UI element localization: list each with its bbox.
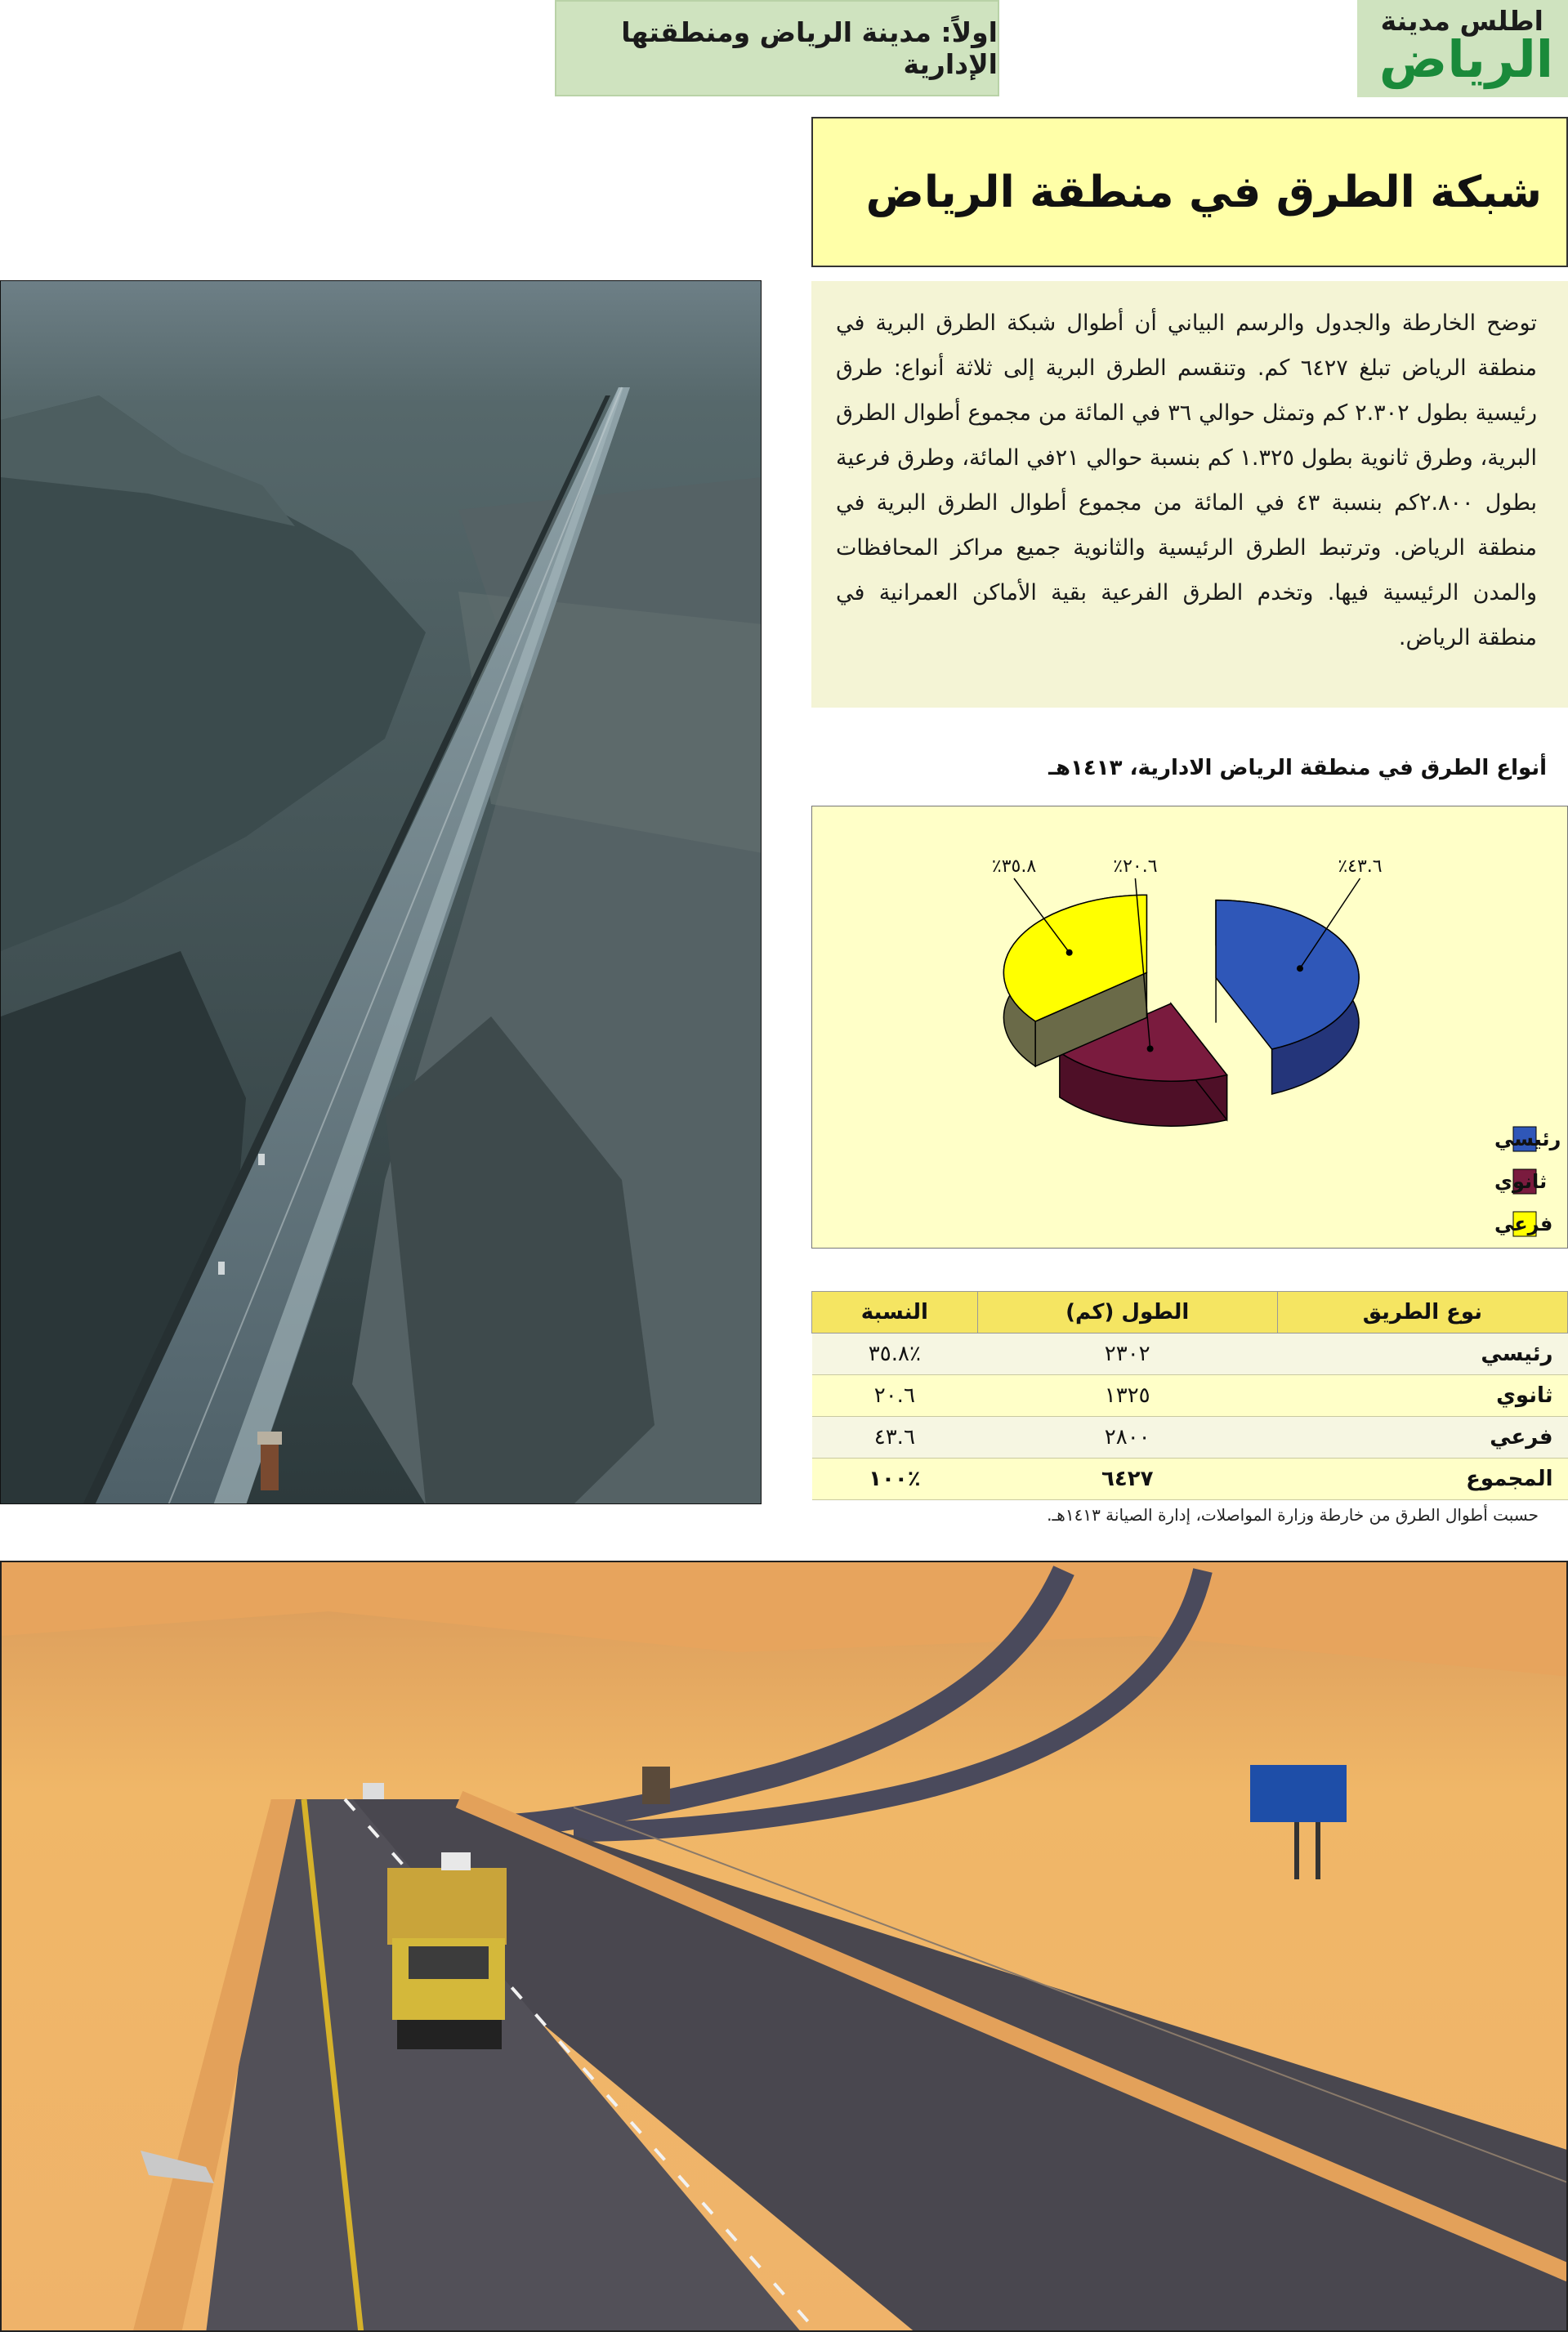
table-cell-percent: ٪١٠٠ — [812, 1459, 978, 1500]
section-header: اولاً: مدينة الرياض ومنطقتها الإدارية — [555, 0, 999, 96]
pie-label-branch: ٪٣٥.٨ — [991, 856, 1037, 877]
pie-chart — [811, 806, 1568, 1249]
legend-label-secondary: ثانوي — [1494, 1170, 1548, 1193]
table-header-percent: النسبة — [812, 1292, 978, 1334]
chart-title: أنواع الطرق في منطقة الرياض الادارية، ١٤١٣هـ — [1048, 756, 1547, 780]
aerial-highway-photo — [0, 280, 762, 1504]
page-title: شبكة الطرق في منطقة الرياض — [811, 117, 1568, 267]
table-cell-type: رئيسي — [1277, 1334, 1567, 1375]
table-cell-length: ٢٣٠٢ — [977, 1334, 1277, 1375]
table-cell-type: المجموع — [1277, 1459, 1567, 1500]
highway-photo-drawing — [2, 1562, 1568, 2332]
legend-label-branch: فرعي — [1494, 1213, 1553, 1235]
table-row — [812, 1334, 1568, 1375]
pie-label-dot — [1066, 949, 1073, 956]
pie-label-main: ٪٤٣.٦ — [1338, 856, 1383, 877]
pie-label-secondary: ٪٢٠.٦ — [1113, 856, 1158, 877]
pie-chart-svg — [812, 806, 1568, 1249]
table-cell-type: فرعي — [1277, 1417, 1567, 1459]
source-note: حسبت أطوال الطرق من خارطة وزارة المواصلات، إدارة الصيانة ١٤١٣هـ. — [1047, 1505, 1539, 1525]
atlas-logo — [1357, 0, 1568, 97]
legend-label-main: رئيسي — [1494, 1128, 1561, 1150]
table-cell-type: ثانوي — [1277, 1375, 1567, 1417]
atlas-logo-line1: اطلس مدينة — [1380, 5, 1543, 37]
table-header-length: الطول (كم) — [977, 1292, 1277, 1334]
aerial-photo-drawing — [1, 281, 762, 1504]
table-total-row — [812, 1459, 1568, 1500]
atlas-logo-line2: الرياض — [1378, 29, 1553, 89]
table-header-type: نوع الطريق — [1277, 1292, 1567, 1334]
highway-truck-photo — [0, 1561, 1568, 2332]
table-row — [812, 1375, 1568, 1417]
table-row — [812, 1417, 1568, 1459]
table-cell-length: ٦٤٢٧ — [977, 1459, 1277, 1500]
table-cell-percent: ٢٠.٦ — [812, 1375, 978, 1417]
table-header-row — [812, 1292, 1568, 1334]
table-cell-length: ١٣٢٥ — [977, 1375, 1277, 1417]
road-types-table — [811, 1291, 1568, 1500]
table-cell-percent: ٤٣.٦ — [812, 1417, 978, 1459]
table-cell-percent: ٪٣٥.٨ — [812, 1334, 978, 1375]
table-cell-length: ٢٨٠٠ — [977, 1417, 1277, 1459]
intro-paragraph: توضح الخارطة والجدول والرسم البياني أن أطوال شبكة الطرق البرية في منطقة الرياض تبلغ ٦٤٢٧ كم. وتنقسم الطرق البرية إلى ثلاثة أنواع: طرق رئيسية بطول ٢.٣٠٢ كم وتمثل حوالي ٣٦ في المائة من مجموع أطوال الطرق البرية، وطرق ثانوية بطول ١.٣٢٥ كم بنسبة حوالي ٢١في المائة، وطرق فرعية بطول ٢.٨٠٠كم بنسبة ٤٣ في المائة من مجموع أطوال الطرق البرية في منطقة الرياض. وترتبط الطرق الرئيسية والثانوية جميع مراكز المحافظات والمدن الرئيسية فيها. وتخدم الطرق الفرعية بقية الأماكن العمرانية في منطقة الرياض. — [811, 281, 1568, 708]
pie-label-dot — [1297, 965, 1303, 972]
pie-label-dot — [1147, 1045, 1154, 1052]
